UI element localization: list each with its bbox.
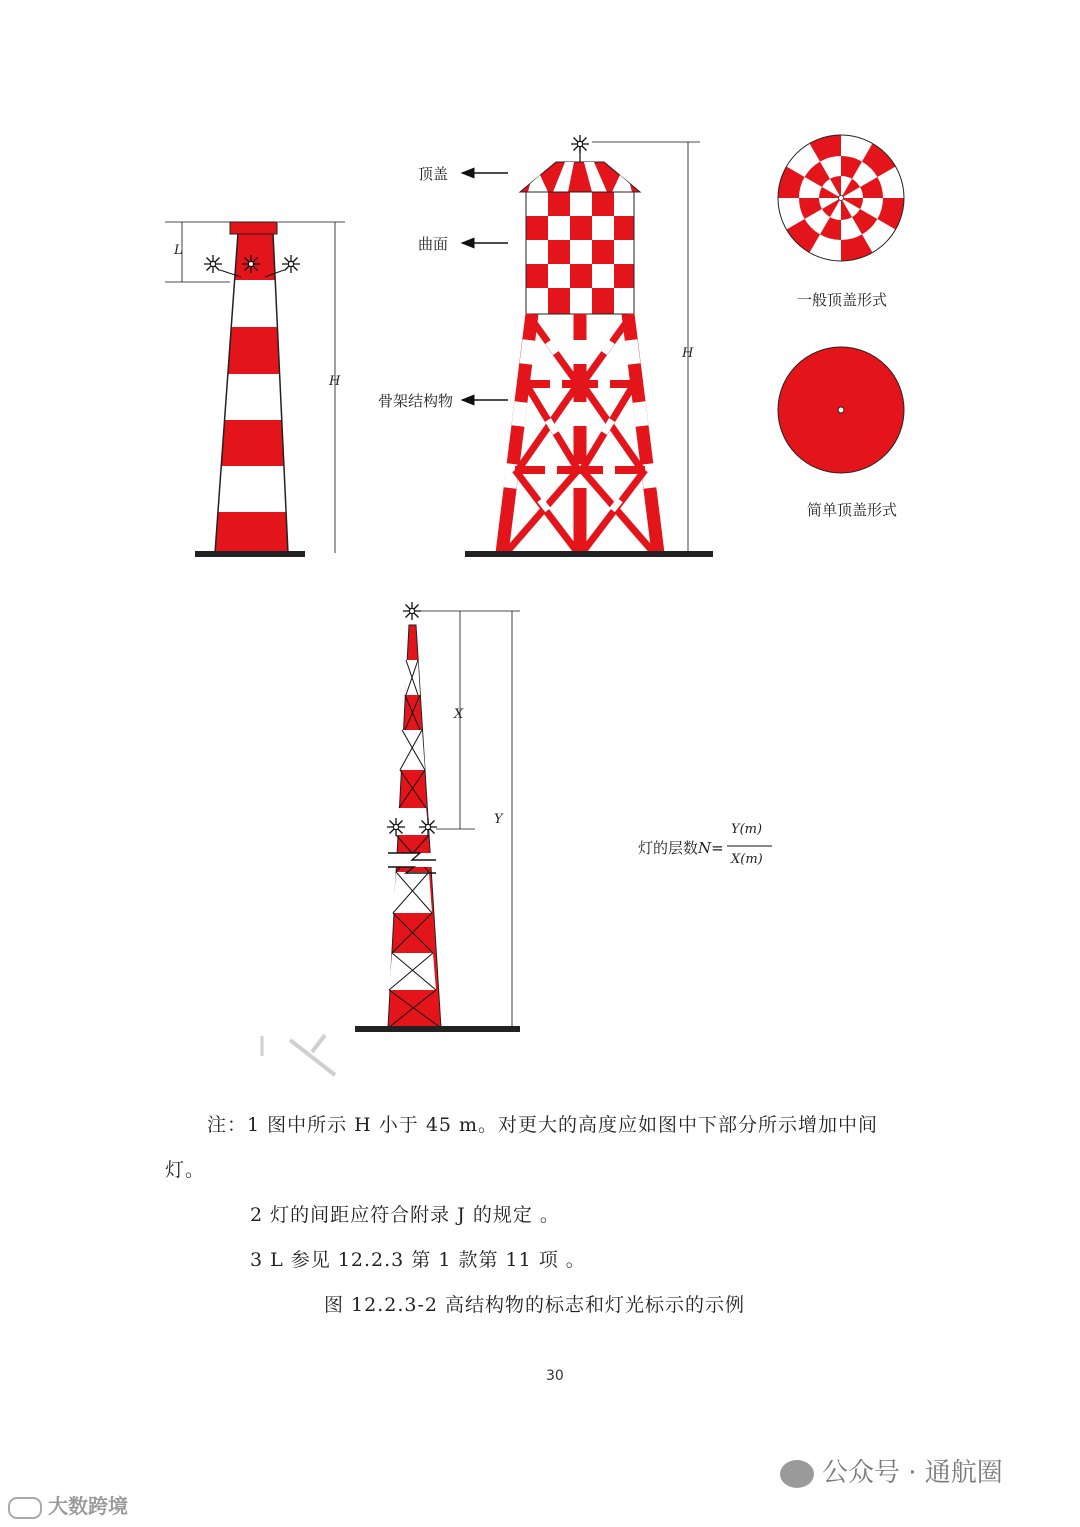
- page-number: 30: [546, 1368, 564, 1384]
- water-tower-structure: [462, 135, 713, 557]
- formula-eq: =: [711, 839, 724, 857]
- note-line-3: 3 L 参见 12.2.3 第 1 款第 11 项 。: [250, 1249, 586, 1271]
- dim-H-chimney: H: [329, 374, 341, 389]
- formula-denominator: X(m): [731, 852, 763, 867]
- note-line-1-cont: 灯。: [165, 1159, 206, 1181]
- formula-numerator: Y(m): [731, 822, 763, 837]
- note-line-1: 注：1 图中所示 H 小于 45 m。对更大的高度应如图中下部分所示增加中间: [207, 1114, 879, 1136]
- simple-cap-disc: [778, 347, 904, 473]
- chimney-structure: [165, 222, 345, 557]
- lattice-mast-structure: [355, 602, 772, 1032]
- dim-H-tower: H: [682, 346, 694, 361]
- general-cap-disc: [778, 135, 904, 261]
- formula-prefix: 灯的层数: [638, 839, 699, 857]
- watermark-right: [780, 1452, 1003, 1489]
- watermark-left-icon: [8, 1497, 42, 1519]
- note-line-2: 2 灯的间距应符合附录 J 的规定 。: [250, 1204, 560, 1226]
- dim-Y: Y: [494, 812, 503, 827]
- figure-caption: 图 12.2.3-2 高结构物的标志和灯光标示的示例: [324, 1294, 746, 1316]
- stray-marks: [262, 1035, 335, 1075]
- label-simple-cap: 简单顶盖形式: [807, 501, 898, 519]
- wechat-icon: [780, 1460, 814, 1488]
- watermark-right-text: 公众号 · 通航圈: [822, 1458, 1003, 1488]
- formula-var: N: [698, 839, 712, 857]
- label-skeleton: 骨架结构物: [378, 392, 454, 410]
- dim-L: L: [174, 243, 183, 258]
- label-cap: 顶盖: [418, 165, 449, 183]
- label-surface: 曲面: [418, 235, 449, 253]
- label-general-cap: 一般顶盖形式: [797, 291, 888, 309]
- dim-X: X: [454, 707, 464, 722]
- formula: [638, 837, 724, 858]
- watermark-left-text: 大数跨境: [48, 1494, 128, 1518]
- watermark-left: [8, 1490, 128, 1519]
